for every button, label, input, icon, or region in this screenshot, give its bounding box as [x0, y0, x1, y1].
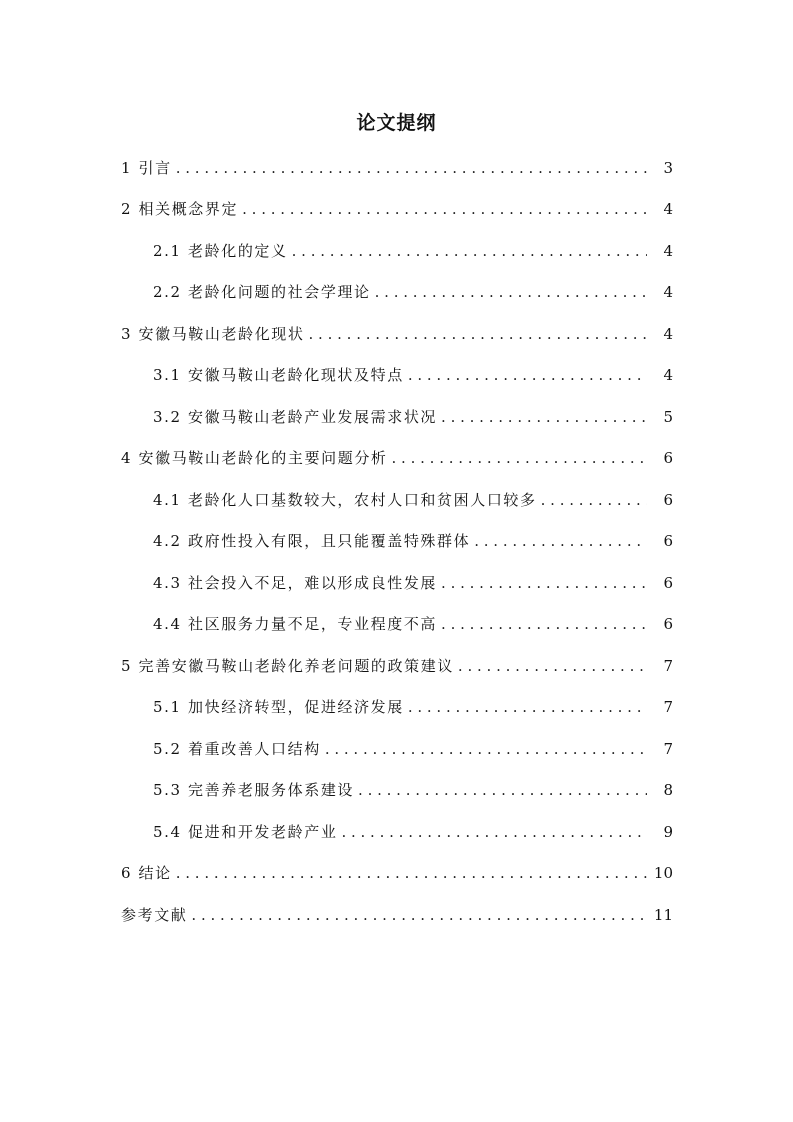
toc-entry-page: 6: [663, 490, 673, 509]
toc-entry-page: 5: [663, 407, 673, 426]
toc-entry-page: 9: [663, 822, 673, 841]
toc-entry-label: 5 完善安徽马鞍山老龄化养老问题的政策建议: [121, 656, 454, 675]
toc-entry[interactable]: [0, 645, 793, 687]
toc-entry-page: 6: [663, 615, 673, 634]
toc-leader-dots: [441, 407, 647, 427]
toc-entry-label: 3.1 安徽马鞍山老龄化现状及特点: [153, 366, 404, 385]
toc-entry-label: 2.2 老龄化问题的社会学理论: [153, 283, 371, 302]
toc-leader-dots: [441, 573, 647, 593]
toc-subentry[interactable]: [0, 811, 793, 853]
toc-entry-label: 4.2 政府性投入有限，且只能覆盖特殊群体: [153, 532, 471, 551]
toc-entry-label: 5.3 完善养老服务体系建设: [153, 781, 355, 800]
toc-entry-label: 2 相关概念界定: [121, 200, 239, 219]
toc-entry-label: 4 安徽马鞍山老龄化的主要问题分析: [121, 449, 388, 468]
toc-entry[interactable]: [0, 189, 793, 231]
toc-leader-dots: [441, 614, 647, 634]
toc-entry[interactable]: [0, 438, 793, 480]
toc-leader-dots: [458, 656, 647, 676]
toc-leader-dots: [242, 199, 647, 219]
toc-entry-page: 10: [653, 864, 673, 883]
toc-subentry[interactable]: [0, 272, 793, 314]
toc-entry-page: 3: [663, 158, 673, 177]
toc-leader-dots: [474, 531, 647, 551]
toc-leader-dots: [375, 282, 647, 302]
toc-entry-label: 参考文献: [121, 905, 188, 924]
toc-entry-label: 6 结论: [121, 864, 172, 883]
toc-leader-dots: [191, 905, 647, 925]
toc-subentry[interactable]: [0, 728, 793, 770]
toc-entry-label: 5.2 着重改善人口结构: [153, 739, 321, 758]
toc-entry-label: 4.3 社会投入不足，难以形成良性发展: [153, 573, 438, 592]
toc-leader-dots: [325, 739, 647, 759]
toc-entry[interactable]: [0, 894, 793, 936]
toc-leader-dots: [176, 863, 647, 883]
toc-entry-page: 7: [663, 739, 673, 758]
toc-subentry[interactable]: [0, 770, 793, 812]
toc-entry-label: 5.1 加快经济转型，促进经济发展: [153, 698, 404, 717]
toc-entry-page: 4: [663, 200, 673, 219]
toc-leader-dots: [309, 324, 647, 344]
toc-entry-label: 1 引言: [121, 158, 172, 177]
toc-subentry[interactable]: [0, 687, 793, 729]
toc-subentry[interactable]: [0, 230, 793, 272]
toc-entry-label: 5.4 促进和开发老龄产业: [153, 822, 338, 841]
toc-entry-label: 4.1 老龄化人口基数较大，农村人口和贫困人口较多: [153, 490, 537, 509]
toc-entry-label: 3.2 安徽马鞍山老龄产业发展需求状况: [153, 407, 438, 426]
page-title: 论文提纲: [356, 112, 437, 134]
toc-subentry[interactable]: [0, 479, 793, 521]
toc-entry-page: 4: [663, 241, 673, 260]
toc-entry-page: 7: [663, 698, 673, 717]
toc-subentry[interactable]: [0, 604, 793, 646]
toc-entry-page: 11: [653, 905, 673, 924]
toc-entry[interactable]: [0, 147, 793, 189]
toc-entry-label: 2.1 老龄化的定义: [153, 241, 288, 260]
toc-entry-page: 6: [663, 532, 673, 551]
toc-leader-dots: [541, 490, 647, 510]
toc-subentry[interactable]: [0, 562, 793, 604]
toc-entry-label: 3 安徽马鞍山老龄化现状: [121, 324, 305, 343]
toc-leader-dots: [358, 780, 647, 800]
toc-entry-page: 6: [663, 449, 673, 468]
toc-entry-page: 4: [663, 283, 673, 302]
toc-subentry[interactable]: [0, 521, 793, 563]
toc-leader-dots: [408, 697, 647, 717]
toc-subentry[interactable]: [0, 396, 793, 438]
toc-entry[interactable]: [0, 853, 793, 895]
toc-leader-dots: [341, 822, 647, 842]
table-of-contents: [0, 147, 793, 936]
toc-subentry[interactable]: [0, 355, 793, 397]
toc-leader-dots: [292, 241, 647, 261]
toc-entry-page: 8: [663, 781, 673, 800]
toc-entry-label: 4.4 社区服务力量不足，专业程度不高: [153, 615, 438, 634]
toc-leader-dots: [408, 365, 647, 385]
toc-entry-page: 7: [663, 656, 673, 675]
toc-entry-page: 4: [663, 366, 673, 385]
toc-leader-dots: [392, 448, 647, 468]
toc-entry-page: 4: [663, 324, 673, 343]
toc-entry[interactable]: [0, 313, 793, 355]
toc-leader-dots: [176, 158, 647, 178]
toc-entry-page: 6: [663, 573, 673, 592]
